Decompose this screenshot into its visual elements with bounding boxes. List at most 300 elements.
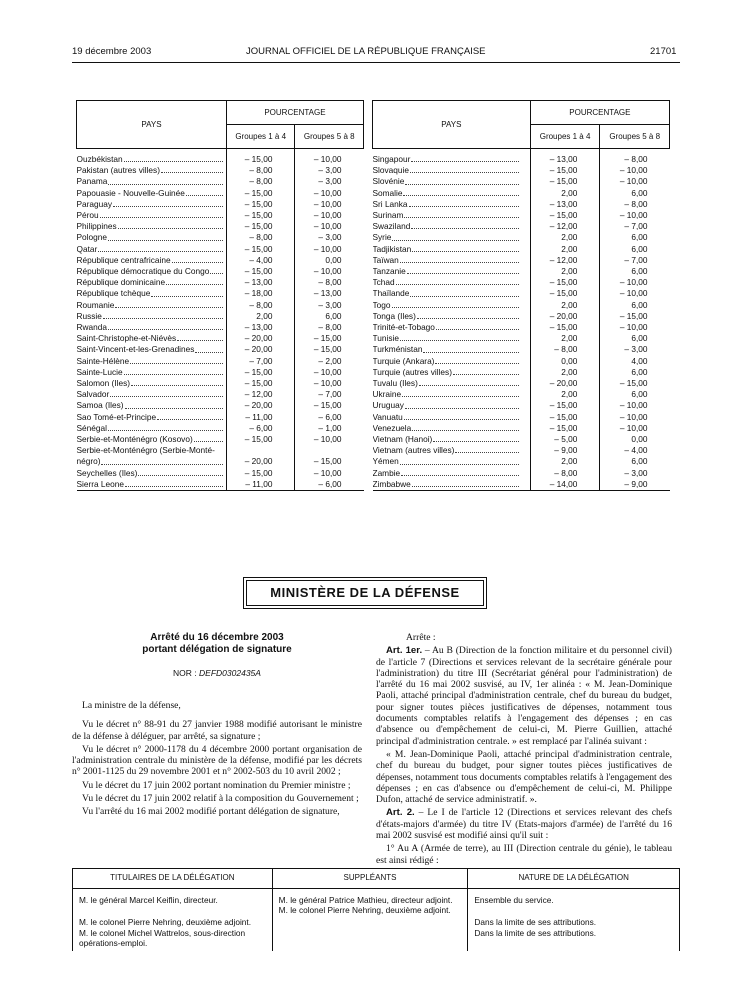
cell-groupes-5-8: – 13,00 [295,288,364,299]
country-name: Tadjikistan [372,243,412,254]
cell-pays [77,468,227,479]
cell-groupes-5-8: – 10,00 [295,199,364,210]
table-row [373,389,670,400]
cell-pays [77,232,227,243]
table-row [77,210,364,221]
country-name: Zambie [372,467,401,478]
cell-groupes-1-4: – 15,00 [226,149,295,166]
nature: Dans la limite de ses attributions. [474,917,597,927]
cell-groupes-5-8: 6,00 [600,266,670,277]
nature: Ensemble du service. [474,894,554,905]
country-name: Tunisie [372,333,399,344]
table-row [77,333,364,344]
paragraph: Vu le décret du 17 juin 2002 relatif à la composition du Gouvernement ; [82,793,359,805]
cell-groupes-5-8: – 3,00 [295,300,364,311]
country-name-cont: négro) [76,456,101,467]
cell-groupes-1-4: – 15,00 [530,423,600,434]
country-name: Pologne [76,232,107,243]
header-page: 21701 [650,46,677,57]
cell-pays [77,266,227,277]
cell-groupes-5-8: – 10,00 [600,423,670,434]
table-row [77,400,364,411]
country-name: Ouzbékistan [76,154,123,164]
cell-pays [373,311,531,322]
table-row [373,232,670,243]
table-row [373,412,670,423]
cell-pays [373,199,531,210]
cell-groupes-1-4: – 11,00 [226,479,295,491]
cell-groupes-5-8: – 10,00 [295,434,364,445]
cell-pays [77,479,227,491]
article-2-text: – Le I de l'article 12 (Directions et services relevant des chefs d'états-majors d'armée) du titre IV (Etats-majors d'armée) de l'arrêté du 16 mai 2002 susvisé est modifié ainsi qu'il suit : [376,807,672,842]
cell-groupes-1-4: 0,00 [530,356,600,367]
titulaire: M. le colonel Pierre Nehring, deuxième adjoint. [79,917,252,927]
ministry-title: MINISTÈRE DE LA DÉFENSE [246,580,484,606]
country-name: Singapour [372,154,411,164]
cell-groupes-1-4: – 15,00 [226,188,295,199]
cell-pays [77,344,227,355]
cell-pays [77,356,227,367]
cell-groupes-5-8: – 6,00 [295,479,364,491]
titulaire: M. le général Marcel Keiflin, directeur. [79,894,218,905]
cell-groupes-1-4: – 12,00 [530,221,600,232]
cell-groupes-5-8: – 10,00 [295,221,364,232]
col-groupes-1-4: Groupes 1 à 4 [530,125,600,149]
country-name: Papouasie - Nouvelle-Guinée [76,187,185,198]
cell-pays [373,468,531,479]
country-name: Philippines [76,221,117,232]
cell-groupes-1-4: – 20,00 [530,378,600,389]
cell-pays [77,311,227,322]
cell-groupes-5-8: – 15,00 [295,400,364,411]
table-row [373,221,670,232]
country-name: Rwanda [76,322,107,333]
cell-pays [77,277,227,288]
country-name: Salomon (Iles) [76,378,130,389]
table-row [77,322,364,333]
cell-groupes-1-4: – 13,00 [530,199,600,210]
cell-groupes-5-8: – 10,00 [600,176,670,187]
country-name: Togo [372,299,391,310]
cell-groupes-1-4: – 15,00 [226,199,295,210]
country-name: Serbie-et-Monténégro (Serbie-Monté- [76,445,215,456]
country-name: Vanuatu [372,411,403,422]
cell-groupes-1-4: – 7,00 [226,356,295,367]
cell-groupes-5-8: 6,00 [600,389,670,400]
table-row [373,367,670,378]
table-row [373,300,670,311]
country-name: Tchad [372,277,395,288]
table-row [77,288,364,299]
country-name: Turquie (Ankara) [372,355,435,366]
nor-label: NOR : [173,668,197,678]
cell-groupes-1-4: – 15,00 [530,400,600,411]
table-row [373,266,670,277]
cell-groupes-5-8: – 10,00 [600,322,670,333]
nor-code: DEFD0302435A [199,668,261,678]
cell-groupes-1-4: – 18,00 [226,288,295,299]
table-row [373,311,670,322]
article-1-label: Art. 1er. [386,645,423,657]
cell-groupes-1-4: – 8,00 [226,165,295,176]
cell-groupes-5-8: – 15,00 [295,333,364,344]
table-row [373,322,670,333]
paragraph: La ministre de la défense, [82,700,181,711]
cell-groupes-5-8: – 6,00 [295,412,364,423]
cell-groupes-5-8: 4,00 [600,356,670,367]
cell-groupes-1-4: 2,00 [530,367,600,378]
country-name: Panama [76,176,108,187]
table-row [77,199,364,210]
table-row [77,188,364,199]
cell-pays [373,210,531,221]
country-name: Sri Lanka [372,198,408,209]
col-pays: PAYS [373,101,531,149]
country-name: Saint-Vincent-et-les-Grenadines [76,344,195,355]
decree-left-column [72,632,362,820]
article-2-sub: 1° Au A (Armée de terre), au III (Direction centrale du génie), le tableau est ainsi rédigé : [376,843,672,866]
cell-pays [373,389,531,400]
country-name: Surinam [372,210,404,221]
table-row [373,456,670,467]
cell-groupes-5-8: – 3,00 [295,176,364,187]
nor-line [72,668,362,678]
col-suppleants: SUPPLÉANTS [272,869,468,889]
cell-groupes-5-8: – 7,00 [600,221,670,232]
table-row [77,434,364,445]
delegation-table [72,868,680,951]
cell-groupes-5-8: – 3,00 [295,165,364,176]
col-nature: NATURE DE LA DÉLÉGATION [468,869,680,889]
cell-groupes-5-8: – 7,00 [600,255,670,266]
country-name: Turkménistan [372,344,423,355]
table-row [373,188,670,199]
cell-groupes-5-8: – 10,00 [295,266,364,277]
cell-groupes-5-8: – 8,00 [600,199,670,210]
cell-pays [373,423,531,434]
cell-groupes-1-4: 2,00 [530,232,600,243]
country-name: Tanzanie [372,266,406,277]
table-row [373,255,670,266]
table-row [77,367,364,378]
cell-groupes-5-8: – 15,00 [295,344,364,355]
cell-groupes-1-4: – 8,00 [226,232,295,243]
cell-groupes-1-4: – 8,00 [226,300,295,311]
country-name: Vietnam (Hanoi) [372,434,433,445]
cell-groupes-5-8: – 10,00 [600,412,670,423]
cell-pays [77,400,227,411]
cell-groupes-1-4: 2,00 [530,389,600,400]
country-name: Thaïlande [372,288,410,299]
cell-groupes-5-8: 6,00 [600,333,670,344]
cell-groupes-5-8: – 10,00 [600,400,670,411]
cell-groupes-5-8: 0,00 [295,255,364,266]
cell-pays [373,322,531,333]
country-name: Turquie (autres villes) [372,366,452,377]
cell-groupes-1-4: – 12,00 [226,389,295,400]
cell-groupes-5-8: – 15,00 [295,445,364,467]
cell-groupes-5-8: – 1,00 [295,423,364,434]
cell-pays [77,300,227,311]
cell-groupes-5-8: – 10,00 [600,288,670,299]
cell-groupes-1-4: – 8,00 [530,344,600,355]
cell-pays [373,188,531,199]
country-name: République tchèque [76,288,151,299]
table-row [373,400,670,411]
cell-pays [373,479,531,491]
table-row [77,300,364,311]
arrete-label: Arrête : [406,632,436,643]
table-row [77,412,364,423]
country-name: Zimbabwe [372,478,411,489]
cell-pays [77,378,227,389]
titulaire: M. le colonel Michel Wattrelos, sous-direction opérations-emploi. [79,927,246,948]
cell-groupes-5-8: 6,00 [600,367,670,378]
header-date: 19 décembre 2003 [72,46,152,57]
cell-pays [373,149,531,166]
table-row [373,176,670,187]
suppleant: M. le général Patrice Mathieu, directeur adjoint. [278,894,453,905]
country-name: Syrie [372,232,392,243]
table-row [77,356,364,367]
col-groupes-1-4: Groupes 1 à 4 [226,125,295,149]
cell-pays [373,356,531,367]
cell-groupes-1-4: – 15,00 [530,412,600,423]
cell-groupes-1-4: – 15,00 [226,468,295,479]
cell-groupes-5-8: – 3,00 [295,232,364,243]
cell-groupes-1-4: – 15,00 [226,221,295,232]
cell-groupes-1-4: – 9,00 [530,445,600,456]
table-row [373,468,670,479]
table-row [77,149,364,166]
cell-pays [373,266,531,277]
cell-groupes-1-4: – 20,00 [226,333,295,344]
table-row [373,356,670,367]
cell-pays [77,322,227,333]
cell-groupes-1-4: – 15,00 [226,378,295,389]
cell-pays [77,255,227,266]
table-row [77,423,364,434]
cell-pays [373,244,531,255]
cell-pays [77,445,227,467]
table-row [77,255,364,266]
cell-groupes-5-8: – 10,00 [295,244,364,255]
cell-pays [373,277,531,288]
cell-groupes-1-4: 2,00 [530,333,600,344]
paragraph: Vu l'arrêté du 16 mai 2002 modifié portant délégation de signature, [82,806,340,818]
col-groupes-5-8: Groupes 5 à 8 [600,125,670,149]
table-row [77,389,364,400]
country-name: Vietnam (autres villes) [372,445,455,456]
nature: Dans la limite de ses attributions. [474,927,597,938]
cell-pays [373,378,531,389]
rates-table-right [372,100,670,491]
cell-groupes-1-4: – 15,00 [530,165,600,176]
cell-groupes-5-8: 6,00 [295,311,364,322]
nature-cell [468,888,680,951]
country-name: Uruguay [372,400,404,411]
cell-pays [77,165,227,176]
table-row [373,423,670,434]
table-row [373,199,670,210]
table-row [373,210,670,221]
article-1-quote: « M. Jean-Dominique Paoli, attaché principal d'administration centrale, chef du bureau du budget, pour signer toutes pièces justificatives de dépenses, notamment tous documents comptables relatifs à l'engagement des dépenses ; en cas d'absence ou d'empêchement de celui-ci, M. Philippe Dufon, attaché de service administratif. ». [376,748,672,806]
cell-groupes-5-8: – 10,00 [295,468,364,479]
table-row [373,378,670,389]
cell-groupes-5-8: – 9,00 [600,479,670,491]
cell-groupes-5-8: – 8,00 [295,322,364,333]
cell-groupes-5-8: – 7,00 [295,389,364,400]
rates-table-left [76,100,364,491]
cell-groupes-1-4: – 4,00 [226,255,295,266]
cell-pays [373,232,531,243]
cell-pays [77,412,227,423]
cell-groupes-1-4: – 13,00 [530,149,600,166]
table-row [77,165,364,176]
cell-groupes-1-4: 2,00 [530,266,600,277]
cell-groupes-1-4: 2,00 [530,188,600,199]
cell-groupes-1-4: – 15,00 [226,434,295,445]
header-journal: JOURNAL OFFICIEL DE LA RÉPUBLIQUE FRANÇAISE [246,46,486,57]
cell-pays [77,434,227,445]
cell-pays [77,221,227,232]
country-name: Paraguay [76,198,113,209]
country-name: Somalie [372,187,403,198]
decree-right-column [376,632,672,868]
article-2 [376,807,672,841]
cell-groupes-5-8: – 10,00 [600,165,670,176]
article-1-text: – Au B (Direction de la fonction militaire et du personnel civil) de l'article 7 (Directions et services relevant de la secrétaire générale pour l'administration) du titre III (Secrétariat général pour l'administration) de l'arrêté du 16 mai 2002 susvisé, au IV, 1er alinéa : « M. Jean-Dominique Paoli, attaché principal d'administration centrale, chef du bureau du budget, pour signer toutes pièces justificatives de dépenses, notamment tous documents comptables relatifs à l'engagement des dépenses ; en cas d'absence ou d'empêchement de celui-ci, M. Pierre Guillien, attaché principal d'administration centrale. » est remplacé par l'alinéa suivant : [376,645,672,747]
paragraph: Vu le décret n° 2000-1178 du 4 décembre 2000 portant organisation de l'administration centrale du ministère de la défense, modifié par les décrets n° 2001-1125 du 29 novembre 2001 et n° 2002-503 du 10 avril 2002 ; [72,743,362,778]
cell-groupes-5-8: – 8,00 [600,149,670,166]
country-name: Slovaquie [372,165,409,176]
cell-pays [373,412,531,423]
cell-pays [77,188,227,199]
country-name: Qatar [76,243,98,254]
cell-groupes-5-8: – 10,00 [295,210,364,221]
cell-pays [77,149,227,166]
cell-groupes-1-4: – 15,00 [226,244,295,255]
cell-pays [77,423,227,434]
cell-pays [77,210,227,221]
cell-groupes-5-8: 6,00 [600,456,670,467]
table-row [373,277,670,288]
table-row [373,333,670,344]
table-row [77,232,364,243]
country-name: Ukraine [372,389,402,400]
table-row [77,344,364,355]
table-row [77,221,364,232]
article-2-label: Art. 2. [386,807,415,819]
cell-groupes-1-4: – 20,00 [226,445,295,467]
cell-pays [373,176,531,187]
country-name: Yémen [372,456,399,467]
country-name: République démocratique du Congo [76,266,210,277]
country-name: République centrafricaine [76,254,171,265]
cell-groupes-1-4: 2,00 [530,244,600,255]
paragraph: Vu le décret n° 88-91 du 27 janvier 1988 modifié autorisant le ministre de la défense à déléguer, par arrêté, sa signature ; [72,719,362,742]
table-row [373,288,670,299]
col-groupes-5-8: Groupes 5 à 8 [295,125,364,149]
table-row [77,244,364,255]
country-name: Tuvalu (Iles) [372,378,418,389]
paragraph: Vu le décret du 17 juin 2002 portant nomination du Premier ministre ; [82,779,351,791]
cell-pays [373,221,531,232]
cell-groupes-1-4: – 6,00 [226,423,295,434]
table-row [77,277,364,288]
cell-groupes-5-8: – 8,00 [295,277,364,288]
cell-pays [77,367,227,378]
country-name: Venezuela [372,422,412,433]
table-row [373,165,670,176]
table-row [373,244,670,255]
table-row [77,266,364,277]
country-name: Taïwan [372,254,399,265]
country-name: Slovénie [372,176,405,187]
cell-groupes-1-4: – 15,00 [530,322,600,333]
cell-pays [373,456,531,467]
cell-pays [373,367,531,378]
table-row [373,479,670,491]
cell-pays [373,434,531,445]
cell-groupes-5-8: – 3,00 [600,468,670,479]
cell-pays [373,165,531,176]
article-1 [376,645,672,747]
cell-pays [77,288,227,299]
cell-pays [77,176,227,187]
cell-groupes-5-8: 6,00 [600,300,670,311]
cell-groupes-1-4: – 15,00 [530,210,600,221]
cell-groupes-5-8: – 10,00 [295,149,364,166]
cell-groupes-5-8: – 10,00 [295,188,364,199]
cell-groupes-5-8: – 10,00 [295,378,364,389]
country-name: Sierra Leone [76,478,125,489]
cell-groupes-5-8: – 4,00 [600,445,670,456]
cell-groupes-1-4: – 11,00 [226,412,295,423]
cell-groupes-5-8: – 15,00 [600,378,670,389]
decree-subtitle: portant délégation de signature [142,644,292,655]
table-row [373,149,670,166]
cell-groupes-5-8: – 2,00 [295,356,364,367]
table-row [77,378,364,389]
cell-groupes-5-8: 6,00 [600,244,670,255]
cell-groupes-5-8: – 10,00 [600,210,670,221]
cell-groupes-1-4: – 15,00 [530,288,600,299]
cell-groupes-5-8: 0,00 [600,434,670,445]
col-pourcentage: POURCENTAGE [530,101,669,125]
cell-groupes-1-4: 2,00 [226,311,295,322]
cell-groupes-1-4: – 8,00 [226,176,295,187]
cell-pays [373,255,531,266]
cell-groupes-5-8: – 10,00 [295,367,364,378]
country-name: Roumanie [76,299,115,310]
country-name: République dominicaine [76,277,166,288]
cell-groupes-1-4: – 14,00 [530,479,600,491]
cell-groupes-5-8: – 3,00 [600,344,670,355]
cell-groupes-1-4: – 15,00 [226,266,295,277]
country-name: Samoa (Iles) [76,400,124,411]
cell-groupes-5-8: 6,00 [600,232,670,243]
cell-groupes-1-4: 2,00 [530,300,600,311]
table-row [77,479,364,491]
cell-groupes-5-8: 6,00 [600,188,670,199]
header-rule [72,62,680,63]
table-row [373,445,670,456]
country-name: Sainte-Lucie [76,366,123,377]
table-row [373,434,670,445]
country-name: Pakistan (autres villes) [76,165,160,176]
table-row [77,445,364,467]
